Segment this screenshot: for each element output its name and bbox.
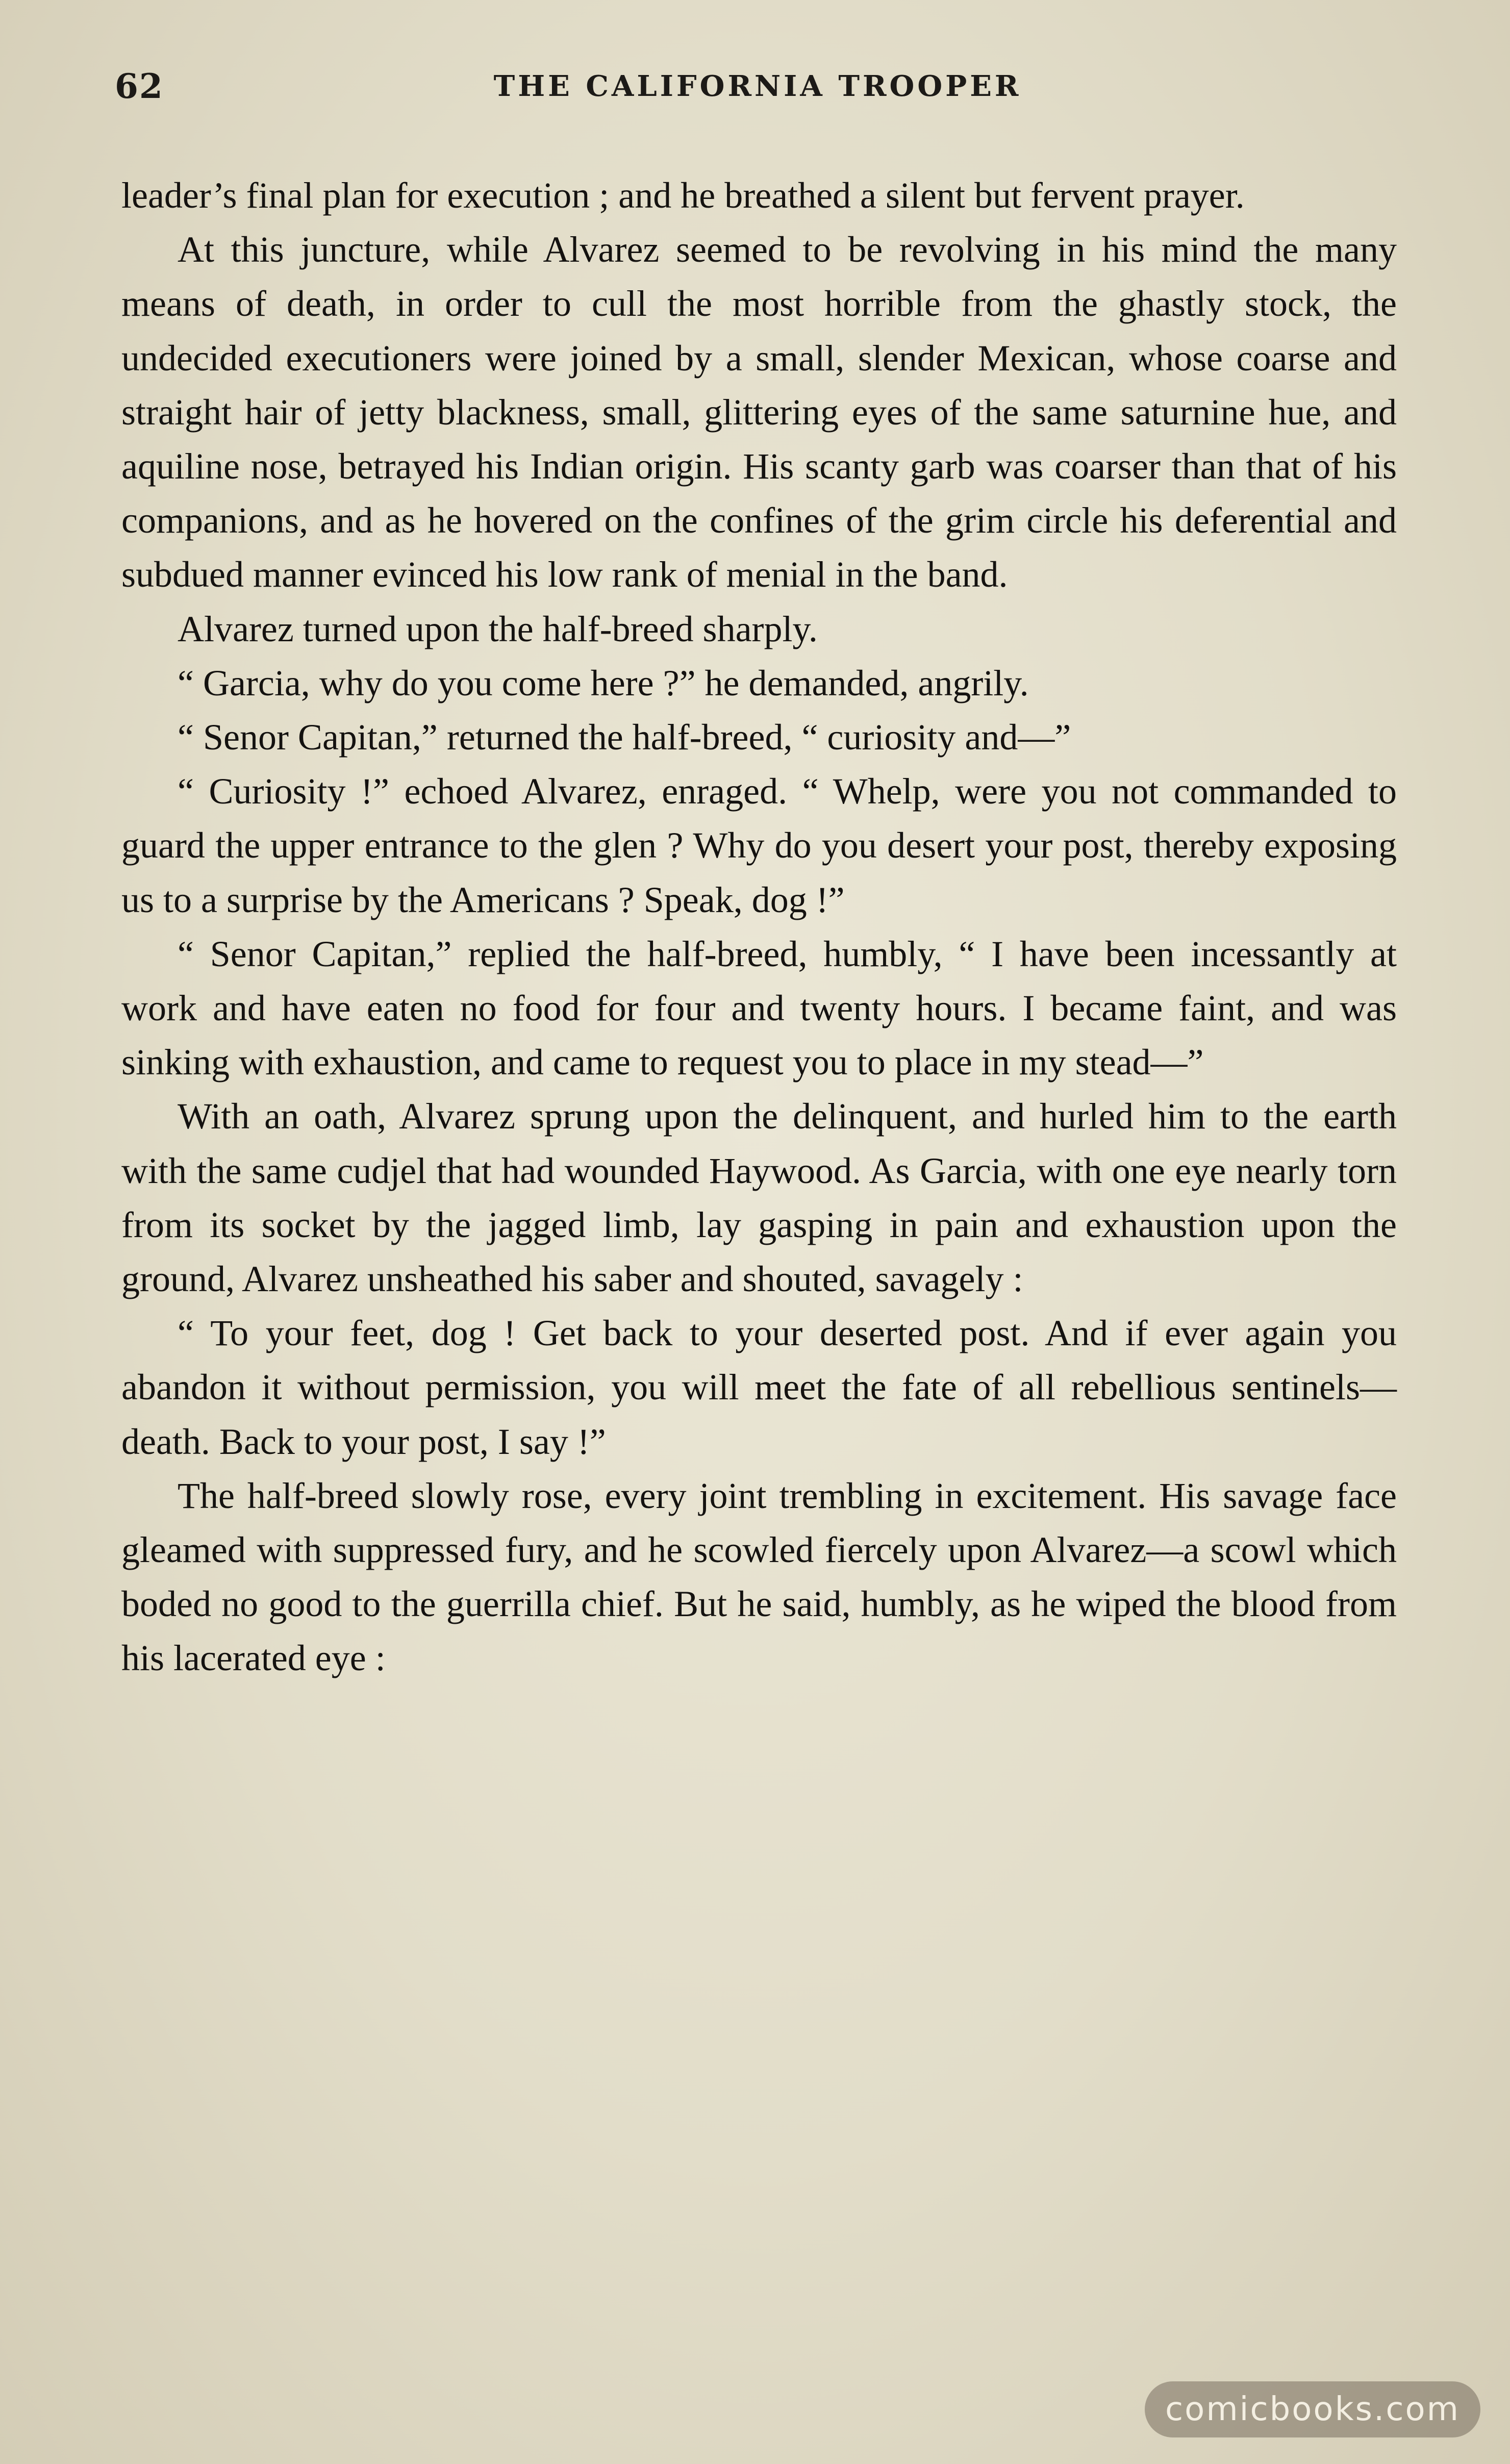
paragraph: “ Curiosity !” echoed Alvarez, enraged. “ Whelp, were you not commanded to guard the upper entrance to the glen ? Why do you desert your post, thereby exposing us to a surprise by the Americans ? Speak, dog !” [121, 771, 1397, 920]
paragraph: “ To your feet, dog ! Get back to your deserted post. And if ever again you abandon it without permission, you will meet the fate of all rebellious sentinels—death. Back to your post, I say !” [121, 1313, 1397, 1462]
paragraph: Alvarez turned upon the half-breed sharply. [178, 608, 818, 649]
page-number: 62 [115, 66, 164, 106]
paragraph: leader’s final plan for execution ; and he breathed a silent but fervent prayer. [121, 175, 1245, 216]
paragraph: “ Senor Capitan,” returned the half-breed, “ curiosity and—” [178, 717, 1071, 758]
body-text [121, 168, 1397, 1686]
paragraph: “ Garcia, why do you come here ?” he demanded, angrily. [178, 662, 1029, 703]
running-head: THE CALIFORNIA TROOPER [493, 69, 1022, 103]
paragraph: The half-breed slowly rose, every joint trembling in excitement. His savage face gleamed with suppressed fury, and he scowled fiercely upon Alvarez—a scowl which boded no good to the guerrilla chief. But he said, humbly, as he wiped the blood from his lacerated eye : [121, 1475, 1397, 1679]
paragraph: “ Senor Capitan,” replied the half-breed, humbly, “ I have been incessantly at work and have eaten no food for four and twenty hours. I became faint, and was sinking with exhaustion, and came to request you to place in my stead—” [121, 933, 1397, 1083]
page-header [115, 66, 1400, 122]
watermark: comicbooks.com [1145, 2381, 1480, 2437]
paragraph: With an oath, Alvarez sprung upon the delinquent, and hurled him to the earth with the same cudjel that had wounded Haywood. As Garcia, with one eye nearly torn from its socket by the jagged limb, lay gasping in pain and exhaustion upon the ground, Alvarez unsheathed his saber and shouted, savagely : [121, 1096, 1397, 1300]
paragraph: At this juncture, while Alvarez seemed to be revolving in his mind the many means of death, in order to cull the most horrible from the ghastly stock, the undecided executioners were joined by a small, slender Mexican, whose coarse and straight hair of jetty blackness, small, glittering eyes of the same saturnine hue, and aquiline nose, betrayed his Indian origin. His scanty garb was coarser than that of his companions, and as he hovered on the confines of the grim circle his deferential and subdued manner evinced his low rank of menial in the band. [121, 229, 1397, 595]
